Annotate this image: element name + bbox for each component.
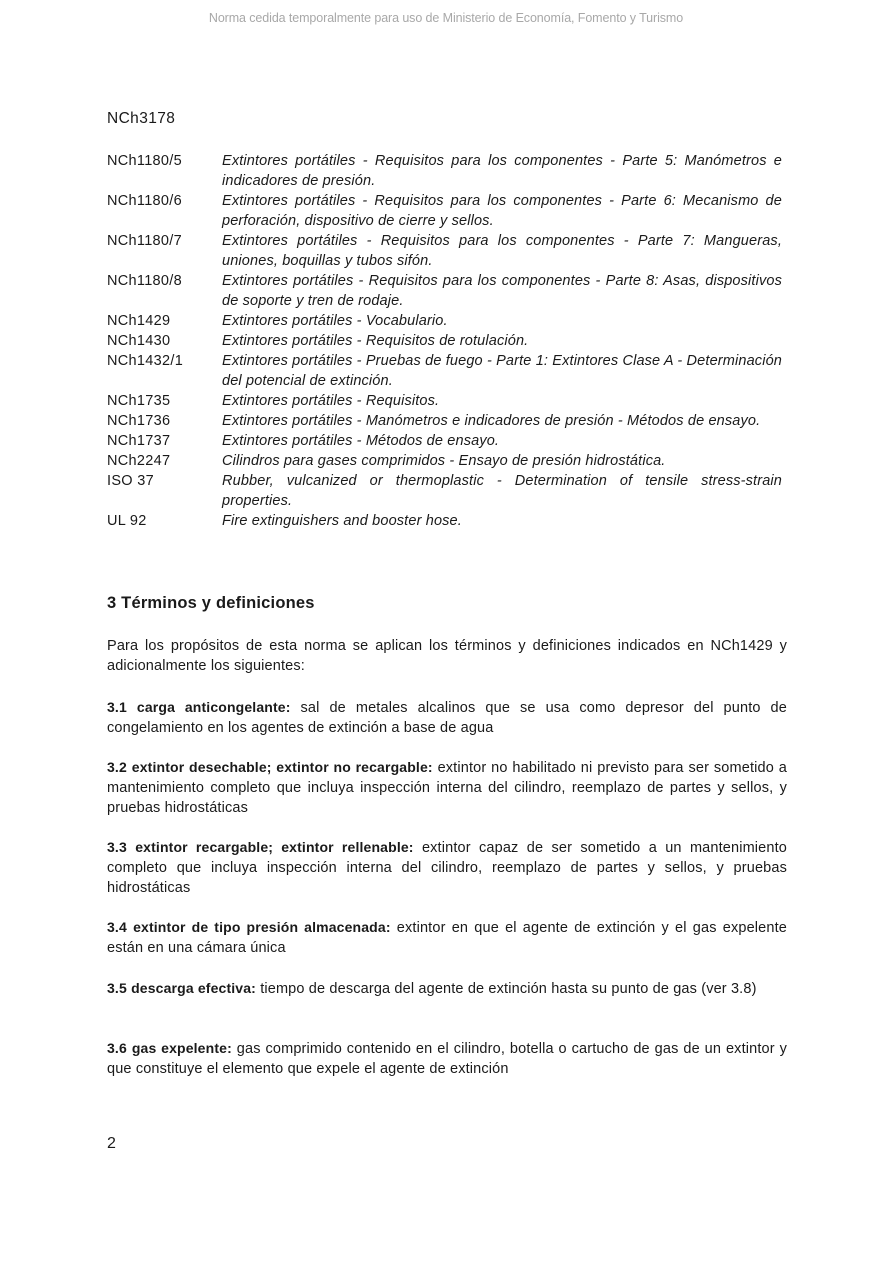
definition-number: 3.5: [107, 980, 127, 996]
definition-number: 3.1: [107, 699, 127, 715]
reference-row: [107, 431, 782, 451]
definition-term: descarga efectiva:: [131, 980, 256, 996]
reference-title: Cilindros para gases comprimidos - Ensayo de presión hidrostática.: [222, 453, 666, 469]
reference-title: Extintores portátiles - Vocabulario.: [222, 313, 448, 329]
definition-number: 3.4: [107, 919, 127, 935]
reference-title: Extintores portátiles - Requisitos para los componentes - Parte 8: Asas, dispositivos de soporte y tren de rodaje.: [222, 273, 782, 309]
reference-row: [107, 151, 782, 191]
reference-code: NCh1430: [107, 333, 171, 349]
definition-term: gas expelente:: [131, 1040, 232, 1056]
reference-row: [107, 331, 782, 351]
reference-code: NCh1735: [107, 393, 171, 409]
reference-row: [107, 351, 782, 391]
reference-title: Fire extinguishers and booster hose.: [222, 513, 462, 529]
reference-code: NCh2247: [107, 453, 171, 469]
reference-row: [107, 391, 782, 411]
definition-3-6: [107, 1038, 787, 1079]
reference-title: Extintores portátiles - Requisitos de rotulación.: [222, 333, 529, 349]
reference-code: NCh1180/5: [107, 153, 182, 169]
reference-title: Extintores portátiles - Requisitos para los componentes - Parte 6: Mecanismo de perforación, dispositivo de cierre y sellos.: [222, 193, 782, 229]
definition-text: tiempo de descarga del agente de extinción hasta su punto de gas (ver 3.8): [260, 981, 757, 997]
reference-title: Extintores portátiles - Pruebas de fuego - Parte 1: Extintores Clase A - Determinación del potencial de extinción.: [222, 353, 782, 389]
reference-row: [107, 511, 782, 531]
definition-term: extintor desechable; extintor no recargable:: [131, 759, 433, 775]
definition-3-4: [107, 917, 787, 958]
reference-title: Extintores portátiles - Métodos de ensayo.: [222, 433, 500, 449]
reference-code: NCh1429: [107, 313, 171, 329]
definition-text: extintor no habilitado ni previsto para ser sometido a mantenimiento completo que incluya inspección interna del cilindro, reemplazo de partes y sellos, y pruebas hidrostáticas: [107, 760, 787, 816]
definition-3-5: [107, 978, 787, 999]
reference-row: [107, 471, 782, 511]
reference-row: [107, 191, 782, 231]
reference-title: Extintores portátiles - Requisitos para los componentes - Parte 5: Manómetros e indicadores de presión.: [222, 153, 782, 189]
reference-row: [107, 311, 782, 331]
document-code: NCh3178: [107, 110, 176, 127]
reference-row: [107, 271, 782, 311]
definition-term: extintor recargable; extintor rellenable:: [135, 839, 414, 855]
reference-row: [107, 411, 782, 431]
definition-term: extintor de tipo presión almacenada:: [133, 919, 391, 935]
definition-3-2: [107, 757, 787, 818]
definition-number: 3.6: [107, 1040, 127, 1056]
section-heading: 3 Términos y definiciones: [107, 594, 315, 612]
reference-code: NCh1180/8: [107, 273, 182, 289]
reference-code: NCh1180/6: [107, 193, 182, 209]
definition-3-3: [107, 837, 787, 898]
reference-row: [107, 231, 782, 271]
reference-code: NCh1737: [107, 433, 171, 449]
reference-code: NCh1736: [107, 413, 171, 429]
page-number: 2: [107, 1135, 116, 1152]
reference-code: ISO 37: [107, 473, 154, 489]
definition-3-1: [107, 697, 787, 738]
definition-text: gas comprimido contenido en el cilindro, botella o cartucho de gas de un extintor y que constituye el elemento que expele el agente de extinción: [107, 1041, 787, 1077]
definition-text: sal de metales alcalinos que se usa como depresor del punto de congelamiento en los agentes de extinción a base de agua: [107, 700, 787, 736]
definition-text: extintor capaz de ser sometido a un mantenimiento completo que incluya inspección interna del cilindro, reemplazo de partes y sellos, y pruebas hidrostáticas: [107, 840, 788, 896]
section-intro: Para los propósitos de esta norma se aplican los términos y definiciones indicados en NCh1429 y adicionalmente los siguientes:: [107, 638, 787, 674]
definition-text: extintor en que el agente de extinción y el gas expelente están en una cámara única: [107, 920, 787, 956]
reference-title: Rubber, vulcanized or thermoplastic - Determination of tensile stress-strain properties.: [222, 473, 782, 509]
definition-number: 3.3: [107, 839, 127, 855]
definition-term: carga anticongelante:: [136, 699, 291, 715]
reference-title: Extintores portátiles - Manómetros e indicadores de presión - Métodos de ensayo.: [222, 413, 761, 429]
watermark: Norma cedida temporalmente para uso de Ministerio de Economía, Fomento y Turismo: [208, 11, 684, 25]
reference-title: Extintores portátiles - Requisitos para los componentes - Parte 7: Mangueras, uniones, boquillas y tubos sifón.: [222, 233, 782, 269]
reference-title: Extintores portátiles - Requisitos.: [222, 393, 440, 409]
reference-code: UL 92: [107, 513, 147, 529]
reference-row: [107, 451, 782, 471]
reference-code: NCh1432/1: [107, 353, 184, 369]
reference-code: NCh1180/7: [107, 233, 182, 249]
definition-number: 3.2: [107, 759, 127, 775]
normative-references-list: [107, 151, 782, 531]
